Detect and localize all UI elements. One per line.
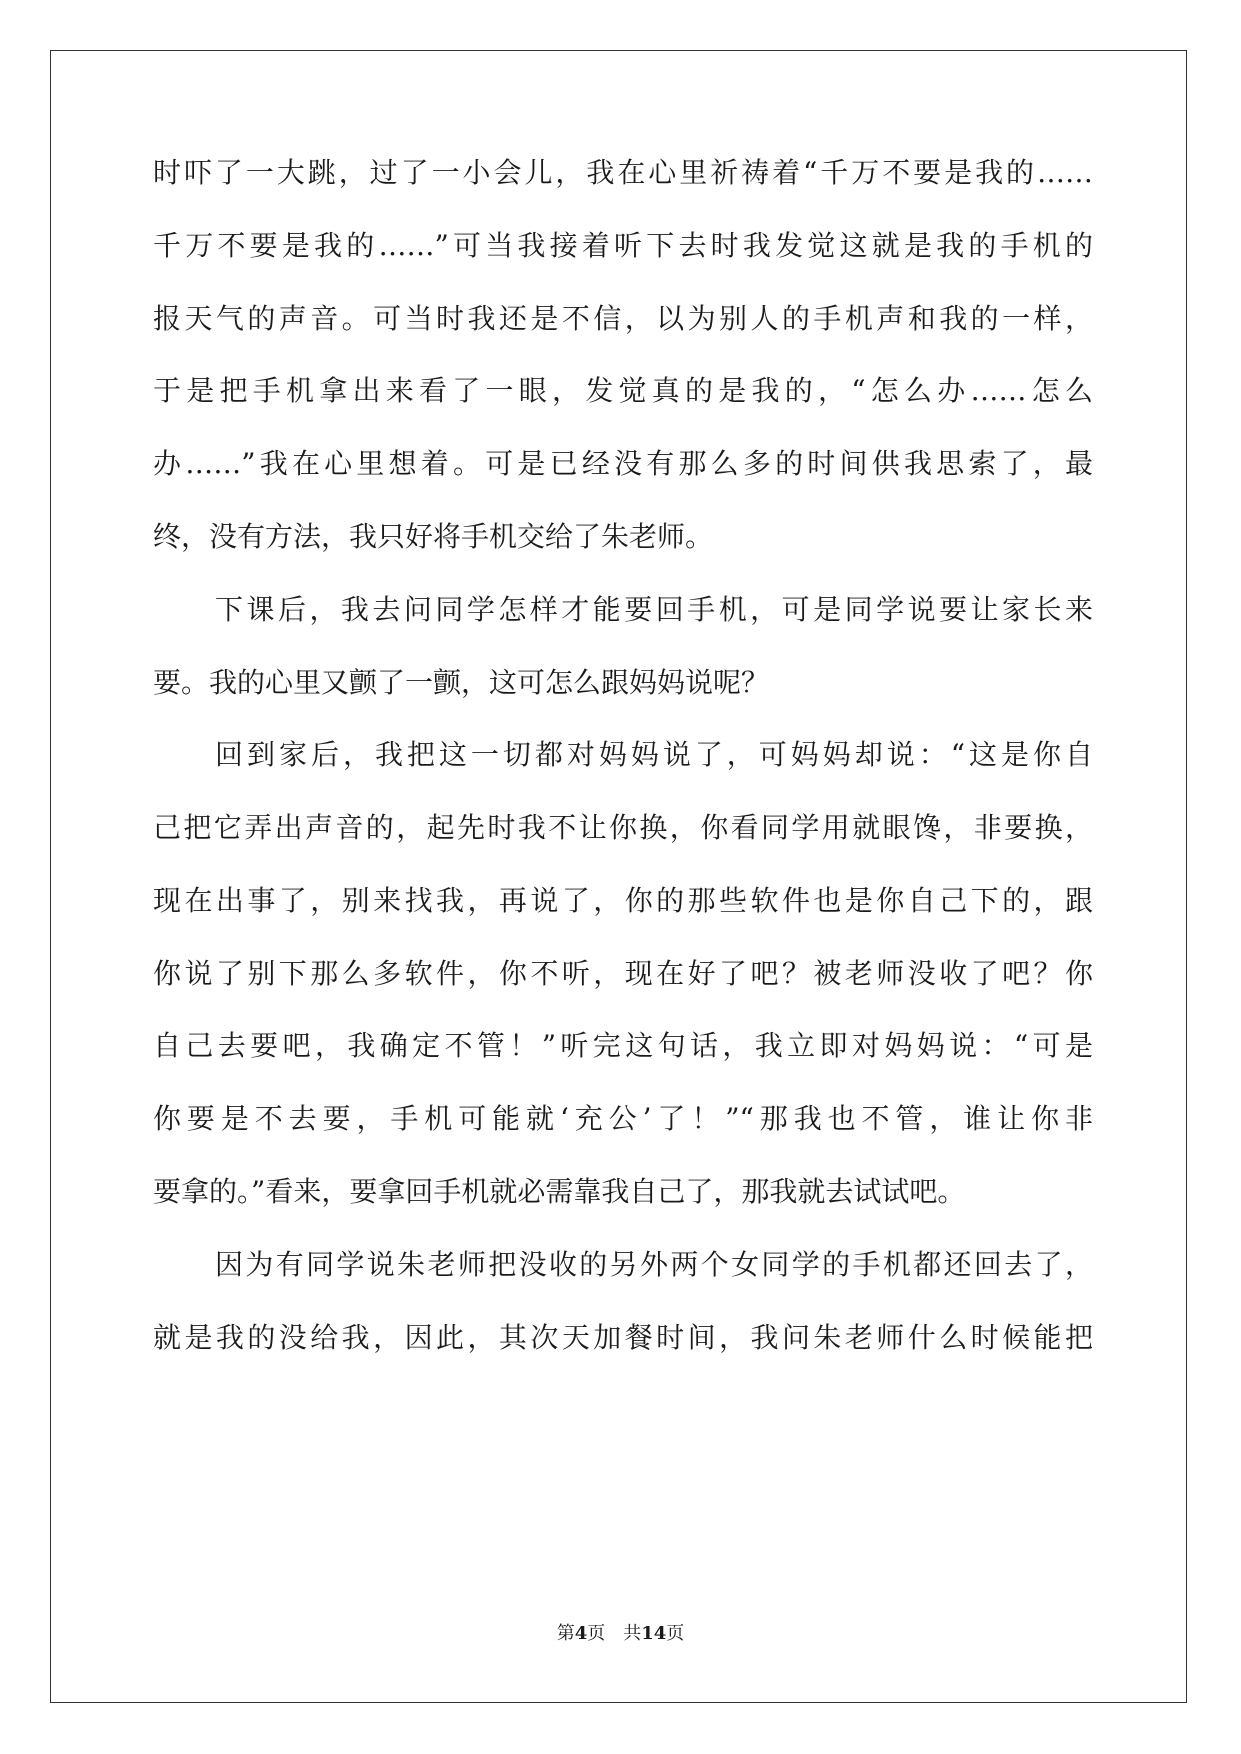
page-border xyxy=(50,50,1187,1703)
paragraph-first-line: 因为有同学说朱老师把没收的另外两个女同学的手机都还回去了， xyxy=(215,1248,1093,1281)
footer-prefix: 第 xyxy=(556,1623,575,1644)
text-line: 时吓了一大跳，过了一小会儿，我在心里祈祷着“千万不要是我的…… xyxy=(153,156,1093,189)
page-footer xyxy=(0,1622,1241,1646)
text-line: 报天气的声音。可当时我还是不信，以为别人的手机声和我的一样， xyxy=(153,302,1093,335)
text-line: 要。我的心里又颤了一颤，这可怎么跟妈妈说呢？ xyxy=(153,666,770,699)
footer-total-suffix: 页 xyxy=(666,1623,685,1644)
text-line: 自己去要吧，我确定不管！”听完这句话，我立即对妈妈说：“可是 xyxy=(153,1029,1093,1062)
text-line: 就是我的没给我，因此，其次天加餐时间，我问朱老师什么时候能把 xyxy=(153,1321,1093,1354)
text-line: 要拿的。”看来，要拿回手机就必需靠我自己了，那我就去试试吧。 xyxy=(153,1175,966,1208)
total-page-count: 14 xyxy=(641,1623,667,1644)
footer-total-prefix: 共 xyxy=(623,1623,642,1644)
text-line: 终，没有方法，我只好将手机交给了朱老师。 xyxy=(153,520,714,553)
text-line: 你要是不去要，手机可能就‘充公’了！”“那我也不管，谁让你非 xyxy=(153,1102,1093,1135)
text-line: 己把它弄出声音的，起先时我不让你换，你看同学用就眼馋，非要换， xyxy=(153,811,1093,844)
current-page-number: 4 xyxy=(574,1623,588,1644)
paragraph-first-line: 回到家后，我把这一切都对妈妈说了，可妈妈却说：“这是你自 xyxy=(215,738,1093,771)
text-line: 现在出事了，别来找我，再说了，你的那些软件也是你自己下的，跟 xyxy=(153,884,1093,917)
text-line: 千万不要是我的……”可当我接着听下去时我发觉这就是我的手机的 xyxy=(153,229,1093,262)
text-line: 办……”我在心里想着。可是已经没有那么多的时间供我思索了，最 xyxy=(153,447,1093,480)
footer-page-suffix: 页 xyxy=(587,1623,606,1644)
paragraph-first-line: 下课后，我去问同学怎样才能要回手机，可是同学说要让家长来 xyxy=(215,593,1093,626)
text-line: 你说了别下那么多软件，你不听，现在好了吧？被老师没收了吧？你 xyxy=(153,957,1093,990)
text-line: 于是把手机拿出来看了一眼，发觉真的是我的，“怎么办……怎么 xyxy=(153,374,1093,407)
